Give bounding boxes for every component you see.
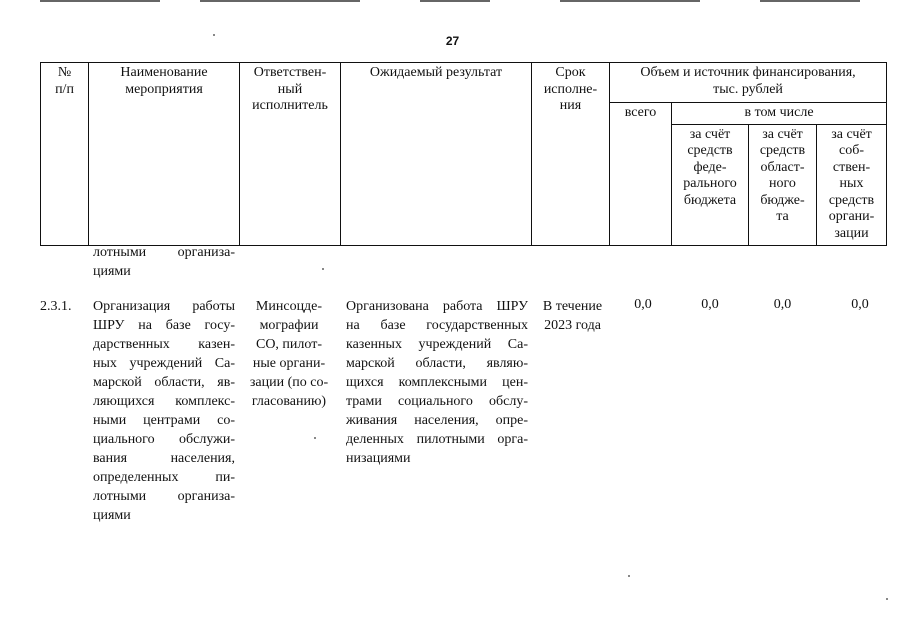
text-line: ными центрами со- bbox=[93, 413, 235, 428]
scan-speck bbox=[213, 34, 215, 36]
text-line: циями bbox=[93, 508, 131, 523]
text-line: ных учреждений Са- bbox=[93, 356, 235, 371]
execution-term bbox=[535, 297, 610, 335]
responsible-executor bbox=[245, 297, 333, 411]
text-line: циального обслужи- bbox=[93, 432, 235, 447]
header-own-funds: за счёт соб- ствен- ных средств органи- зации bbox=[817, 124, 887, 245]
text-line: трами социального обслу- bbox=[346, 394, 528, 409]
continuation-text bbox=[93, 243, 235, 281]
text-line: СО, пилот- bbox=[255, 337, 322, 352]
header-number: № п/п bbox=[41, 63, 89, 246]
text-line: вания населения, bbox=[93, 451, 235, 466]
text-line: ШРУ на базе госу- bbox=[93, 318, 235, 333]
text-line: щихся комплексными цен- bbox=[346, 375, 528, 390]
page-number: 27 bbox=[445, 34, 460, 48]
text-line: 2023 года bbox=[544, 318, 601, 333]
header-including: в том числе bbox=[672, 103, 887, 125]
header-total: всего bbox=[610, 103, 672, 246]
text-line: дарственных казен- bbox=[93, 337, 235, 352]
text-line: марской области, яв- bbox=[93, 375, 235, 390]
row-number: 2.3.1. bbox=[40, 299, 72, 314]
continuation-line: циями bbox=[93, 264, 131, 279]
table-header bbox=[40, 62, 887, 246]
header-responsible: Ответствен- ный исполнитель bbox=[240, 63, 341, 246]
text-line: ляющихся комплекс- bbox=[93, 394, 235, 409]
text-line: марской области, являю- bbox=[346, 356, 528, 371]
text-line: мографии bbox=[259, 318, 319, 333]
expected-result bbox=[346, 297, 528, 468]
text-line: живания населения, опре- bbox=[346, 413, 528, 428]
text-line: Организована работа ШРУ bbox=[346, 299, 528, 314]
text-line: Минсоцде- bbox=[255, 299, 323, 314]
federal-value: 0,0 bbox=[701, 297, 719, 312]
total-value: 0,0 bbox=[634, 297, 652, 312]
header-federal: за счёт средств феде- рального бюджета bbox=[672, 124, 749, 245]
text-line: определенных пи- bbox=[93, 470, 235, 485]
header-financing: Объем и источник финансирования, тыс. рублей bbox=[610, 63, 887, 103]
header-expected-result: Ожидаемый результат bbox=[341, 63, 532, 246]
scan-speck bbox=[314, 437, 316, 439]
regional-value: 0,0 bbox=[773, 297, 792, 312]
continuation-line: лотными организа- bbox=[93, 245, 235, 260]
scan-speck bbox=[886, 598, 888, 600]
text-line: деленных пилотными орга- bbox=[346, 432, 528, 447]
text-line: зации (по со- bbox=[249, 375, 329, 390]
text-line: Организация работы bbox=[93, 299, 235, 314]
header-regional: за счёт средств област- ного бюдже- та bbox=[749, 124, 817, 245]
scan-speck bbox=[628, 575, 630, 577]
scan-speck bbox=[322, 268, 324, 270]
text-line: гласованию) bbox=[251, 394, 327, 409]
text-line: В течение bbox=[542, 299, 603, 314]
header-name: Наименование мероприятия bbox=[89, 63, 240, 246]
activity-name bbox=[93, 297, 235, 525]
top-edge-marks bbox=[0, 0, 905, 3]
text-line: низациями bbox=[346, 451, 411, 466]
own-funds-value: 0,0 bbox=[851, 297, 869, 312]
text-line: лотными организа- bbox=[93, 489, 235, 504]
text-line: казенных учреждений Са- bbox=[346, 337, 528, 352]
text-line: на базе государственных bbox=[346, 318, 528, 333]
text-line: ные органи- bbox=[252, 356, 326, 371]
header-term: Срок исполне- ния bbox=[532, 63, 610, 246]
